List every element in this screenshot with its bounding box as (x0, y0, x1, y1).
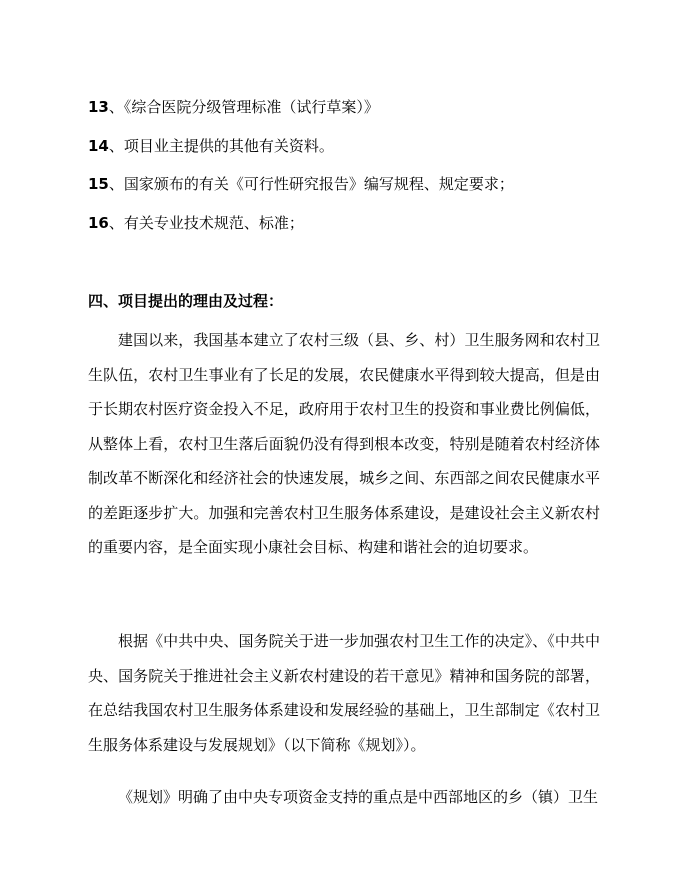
list-item-text: 、国家颁布的有关《可行性研究报告》编写规程、规定要求； (108, 175, 514, 193)
list-item-text: 、有关专业技术规范、标准； (108, 213, 304, 232)
list-item-text: 、项目业主提供的其他有关资料。 (108, 136, 334, 155)
list-item-number: 16 (88, 213, 109, 232)
list-item (88, 173, 608, 195)
list-item (88, 96, 608, 118)
section-heading: 四、项目提出的理由及过程： (88, 292, 284, 310)
list-item-number: 14 (88, 136, 109, 155)
reference-list (88, 96, 608, 250)
list-item-text: 、《综合医院分级管理标准（试行草案）》 (108, 98, 379, 116)
body-paragraph: 《规划》明确了由中央专项资金支持的重点是中西部地区的乡（镇）卫生 (118, 788, 599, 806)
list-item (88, 212, 608, 234)
list-item-number: 13 (88, 98, 109, 116)
body-paragraph: 建国以来，我国基本建立了农村三级（县、乡、村）卫生服务网和农村卫生队伍，农村卫生事业有了长足的发展，农民健康水平得到较大提高，但是由于长期农村医疗资金投入不足，政府用于农村卫生的投资和事业费比例偏低，从整体上看，农村卫生落后面貌仍没有得到根本改变，特别是随着农村经济体制改革不断深化和经济社会的快速发展，城乡之间、东西部之间农民健康水平的差距逐步扩大。加强和完善农村卫生服务体系建设，是建设社会主义新农村的重要内容，是全面实现小康社会目标、构建和谐社会的迫切要求。 (88, 331, 600, 556)
body-paragraph: 根据《中共中央、国务院关于进一步加强农村卫生工作的决定》、《中共中央、国务院关于推进社会主义新农村建设的若干意见》精神和国务院的部署，在总结我国农村卫生服务体系建设和发展经验的基础上，卫生部制定《农村卫生服务体系建设与发展规划》（以下简称《规划》）。 (88, 632, 600, 754)
list-item-number: 15 (88, 175, 109, 193)
list-item (88, 135, 608, 157)
